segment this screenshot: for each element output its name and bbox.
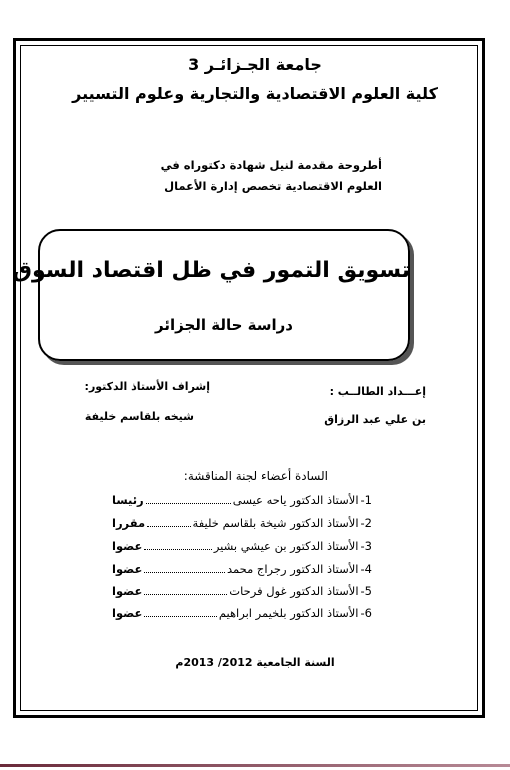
university-name: جامعة الجـزائـر 3	[188, 55, 322, 74]
member-role: عضوا	[112, 606, 143, 620]
supervisor-name: شيخه بلقاسم خليفة	[84, 410, 194, 423]
dotted-leader	[146, 495, 231, 504]
member-role: عضوا	[112, 539, 143, 553]
committee-member	[112, 606, 372, 620]
member-name: الأستاذ الدكتور شيخة بلقاسم خليفة	[192, 516, 359, 530]
member-role: عضوا	[112, 584, 143, 598]
committee-title: السادة أعضاء لجنة المناقشة:	[183, 469, 328, 483]
committee-member	[112, 562, 372, 576]
member-role: عضوا	[112, 562, 143, 576]
faculty-name: كلية العلوم الاقتصادية والتجارية وعلوم التسيير	[72, 84, 438, 103]
member-name: الأستاذ الدكتور غول فرحات	[229, 584, 359, 598]
member-number: 3-	[360, 539, 372, 553]
member-role: مقررا	[112, 516, 146, 530]
committee-member	[112, 584, 372, 598]
academic-year: السنة الجامعية 2012/ 2013م	[175, 656, 335, 669]
thesis-line-2: العلوم الاقتصادية تخصص إدارة الأعمال	[164, 179, 382, 193]
member-name: الأستاذ الدكتور رجراج محمد	[226, 562, 359, 576]
dotted-leader	[144, 608, 217, 617]
sub-title: دراسة حالة الجزائر	[155, 316, 293, 334]
committee-member	[112, 493, 372, 507]
main-title: تسويق التمور في ظل اقتصاد السوق	[12, 258, 410, 283]
member-number: 5-	[360, 584, 372, 598]
thesis-line-1: أطروحة مقدمة لنيل شهادة دكتوراه في	[160, 158, 382, 172]
member-name: الأستاذ الدكتور بن عيشي بشير	[213, 539, 359, 553]
member-number: 1-	[360, 493, 372, 507]
member-name: الأستاذ الدكتور بلخيمر ابراهيم	[218, 606, 359, 620]
committee-member	[112, 539, 372, 553]
member-name: الأستاذ الدكتور ياحه عيسى	[232, 493, 359, 507]
member-role: رئيسا	[112, 493, 144, 507]
dotted-leader	[144, 541, 211, 550]
supervisor-label: إشراف الأستاذ الدكتور:	[84, 380, 210, 393]
student-name: بن علي عبد الرزاق	[324, 413, 426, 426]
dotted-leader	[144, 564, 225, 573]
bottom-color-bar	[0, 764, 510, 767]
committee-member	[112, 516, 372, 530]
dotted-leader	[144, 586, 227, 595]
student-label: إعـــداد الطالــب :	[329, 385, 426, 398]
member-number: 2-	[360, 516, 372, 530]
member-number: 6-	[360, 606, 372, 620]
dotted-leader	[147, 518, 190, 527]
member-number: 4-	[360, 562, 372, 576]
title-box	[12, 229, 410, 361]
